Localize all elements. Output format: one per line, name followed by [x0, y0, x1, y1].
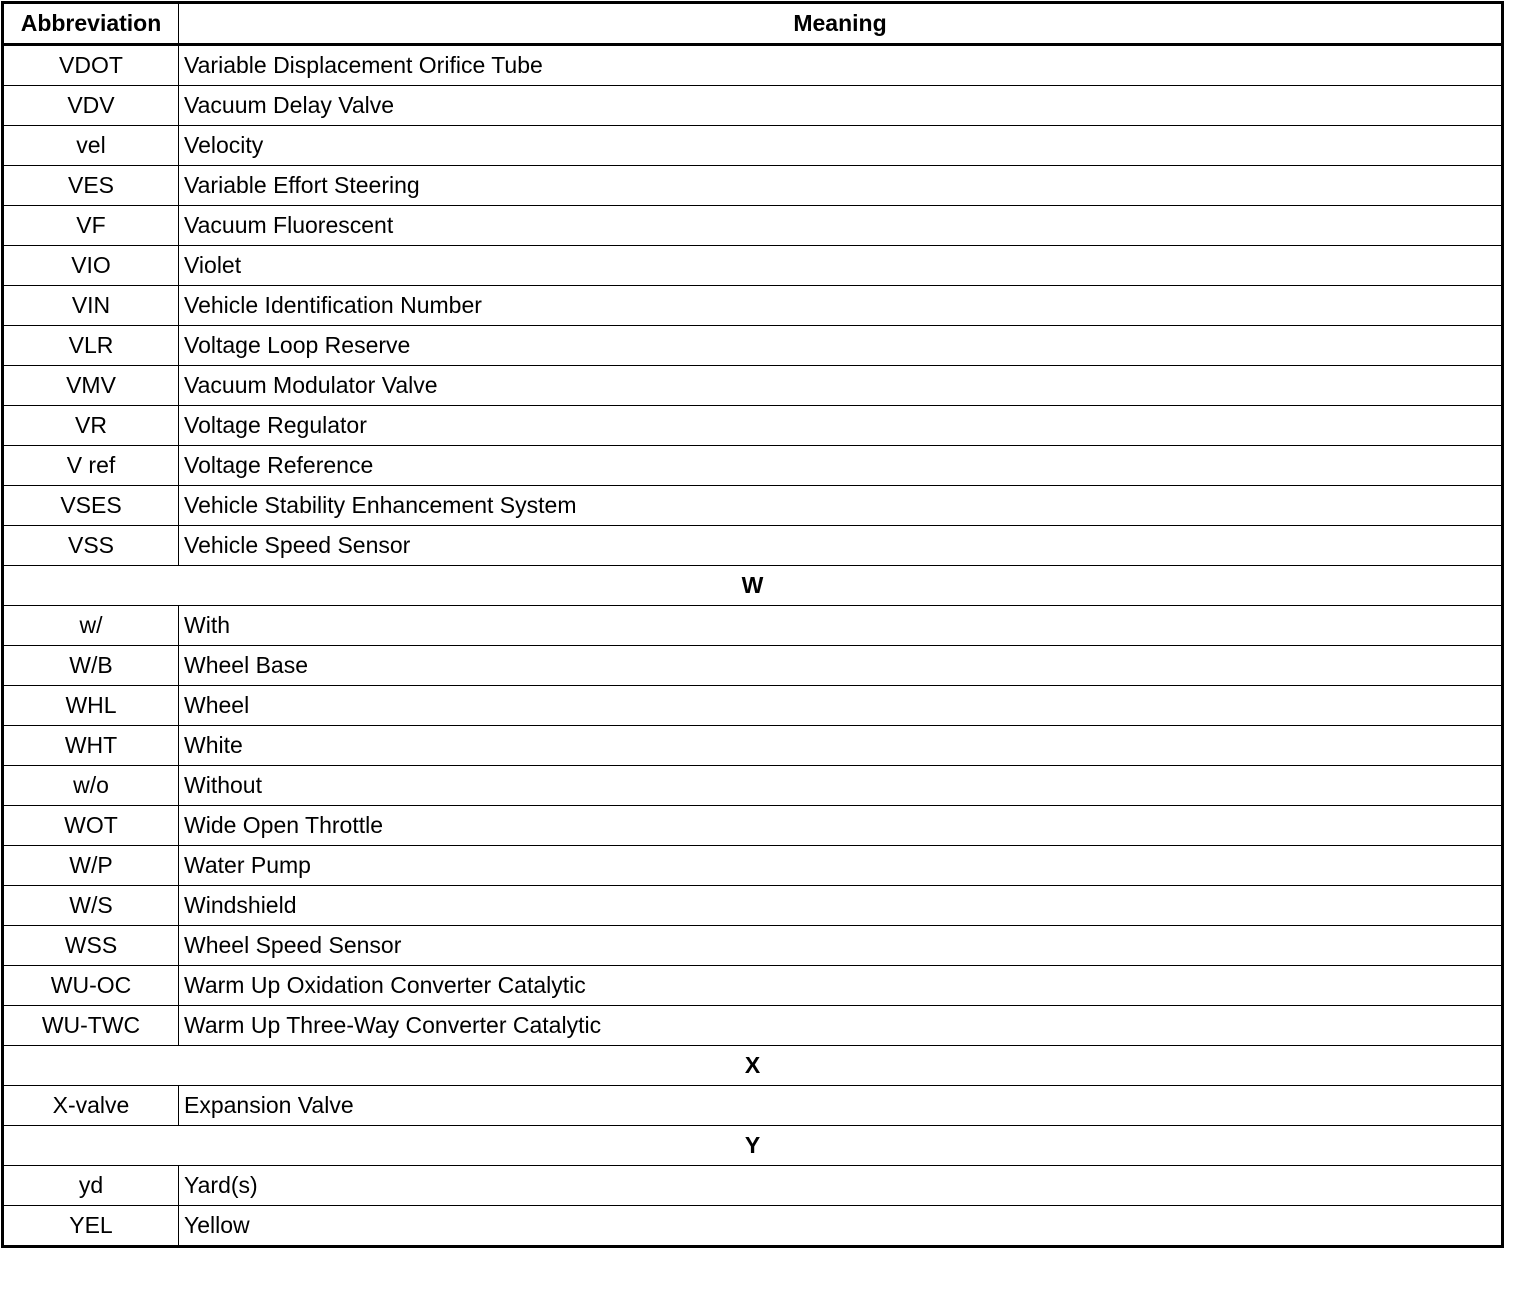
- table-row: [3, 886, 1503, 926]
- table-row: [3, 246, 1503, 286]
- meaning-cell: Without: [179, 766, 1503, 806]
- abbreviation-cell: W/P: [3, 846, 179, 886]
- abbreviation-cell: X-valve: [3, 1086, 179, 1126]
- abbreviation-cell: YEL: [3, 1206, 179, 1247]
- abbreviation-cell: WHT: [3, 726, 179, 766]
- meaning-cell: Wheel Base: [179, 646, 1503, 686]
- meaning-cell: Variable Displacement Orifice Tube: [179, 45, 1503, 86]
- abbreviation-cell: vel: [3, 126, 179, 166]
- meaning-cell: With: [179, 606, 1503, 646]
- table-row: [3, 526, 1503, 566]
- abbreviation-cell: V ref: [3, 446, 179, 486]
- table-row: [3, 366, 1503, 406]
- meaning-cell: Voltage Regulator: [179, 406, 1503, 446]
- meaning-cell: Vehicle Stability Enhancement System: [179, 486, 1503, 526]
- meaning-cell: Vacuum Fluorescent: [179, 206, 1503, 246]
- section-row: [3, 1046, 1503, 1086]
- section-row: [3, 1126, 1503, 1166]
- table-row: [3, 86, 1503, 126]
- table-row: [3, 206, 1503, 246]
- meaning-column-header: Meaning: [179, 3, 1503, 45]
- meaning-cell: Variable Effort Steering: [179, 166, 1503, 206]
- table-row: [3, 1166, 1503, 1206]
- section-heading: X: [3, 1046, 1503, 1086]
- meaning-cell: Vehicle Speed Sensor: [179, 526, 1503, 566]
- meaning-cell: Yard(s): [179, 1166, 1503, 1206]
- abbreviation-table: [1, 1, 1504, 1248]
- abbreviation-cell: W/S: [3, 886, 179, 926]
- table-row: [3, 806, 1503, 846]
- table-row: [3, 286, 1503, 326]
- table-row: [3, 926, 1503, 966]
- table-row: [3, 726, 1503, 766]
- meaning-cell: Warm Up Oxidation Converter Catalytic: [179, 966, 1503, 1006]
- abbreviation-cell: VSES: [3, 486, 179, 526]
- abbreviation-cell: WU-TWC: [3, 1006, 179, 1046]
- abbreviation-cell: VIO: [3, 246, 179, 286]
- table-row: [3, 446, 1503, 486]
- meaning-cell: Vacuum Modulator Valve: [179, 366, 1503, 406]
- meaning-cell: Velocity: [179, 126, 1503, 166]
- meaning-cell: Wheel Speed Sensor: [179, 926, 1503, 966]
- meaning-cell: Voltage Loop Reserve: [179, 326, 1503, 366]
- header-row: [3, 3, 1503, 45]
- section-row: [3, 566, 1503, 606]
- abbreviation-cell: yd: [3, 1166, 179, 1206]
- table-row: [3, 1206, 1503, 1247]
- meaning-cell: Vehicle Identification Number: [179, 286, 1503, 326]
- table-row: [3, 1086, 1503, 1126]
- table-row: [3, 126, 1503, 166]
- abbreviation-cell: w/o: [3, 766, 179, 806]
- table-row: [3, 766, 1503, 806]
- table-row: [3, 686, 1503, 726]
- abbreviation-cell: VMV: [3, 366, 179, 406]
- section-heading: W: [3, 566, 1503, 606]
- table-body: [3, 45, 1503, 1247]
- table-row: [3, 486, 1503, 526]
- abbreviation-cell: WOT: [3, 806, 179, 846]
- table-row: [3, 846, 1503, 886]
- section-heading: Y: [3, 1126, 1503, 1166]
- table-row: [3, 606, 1503, 646]
- meaning-cell: White: [179, 726, 1503, 766]
- abbreviation-cell: VES: [3, 166, 179, 206]
- abbreviation-cell: VR: [3, 406, 179, 446]
- meaning-cell: Windshield: [179, 886, 1503, 926]
- abbreviation-cell: WHL: [3, 686, 179, 726]
- meaning-cell: Water Pump: [179, 846, 1503, 886]
- meaning-cell: Expansion Valve: [179, 1086, 1503, 1126]
- abbreviation-cell: VDV: [3, 86, 179, 126]
- table-row: [3, 646, 1503, 686]
- abbreviation-cell: VF: [3, 206, 179, 246]
- meaning-cell: Warm Up Three-Way Converter Catalytic: [179, 1006, 1503, 1046]
- abbreviation-cell: VLR: [3, 326, 179, 366]
- abbreviation-column-header: Abbreviation: [3, 3, 179, 45]
- meaning-cell: Yellow: [179, 1206, 1503, 1247]
- abbreviation-cell: W/B: [3, 646, 179, 686]
- meaning-cell: Voltage Reference: [179, 446, 1503, 486]
- meaning-cell: Vacuum Delay Valve: [179, 86, 1503, 126]
- table-row: [3, 166, 1503, 206]
- abbreviation-cell: VIN: [3, 286, 179, 326]
- table-row: [3, 326, 1503, 366]
- meaning-cell: Wheel: [179, 686, 1503, 726]
- table-row: [3, 45, 1503, 86]
- table-row: [3, 1006, 1503, 1046]
- meaning-cell: Wide Open Throttle: [179, 806, 1503, 846]
- abbreviation-cell: w/: [3, 606, 179, 646]
- abbreviation-cell: WSS: [3, 926, 179, 966]
- meaning-cell: Violet: [179, 246, 1503, 286]
- abbreviation-cell: VSS: [3, 526, 179, 566]
- abbreviation-cell: VDOT: [3, 45, 179, 86]
- abbreviation-cell: WU-OC: [3, 966, 179, 1006]
- table-row: [3, 406, 1503, 446]
- table-row: [3, 966, 1503, 1006]
